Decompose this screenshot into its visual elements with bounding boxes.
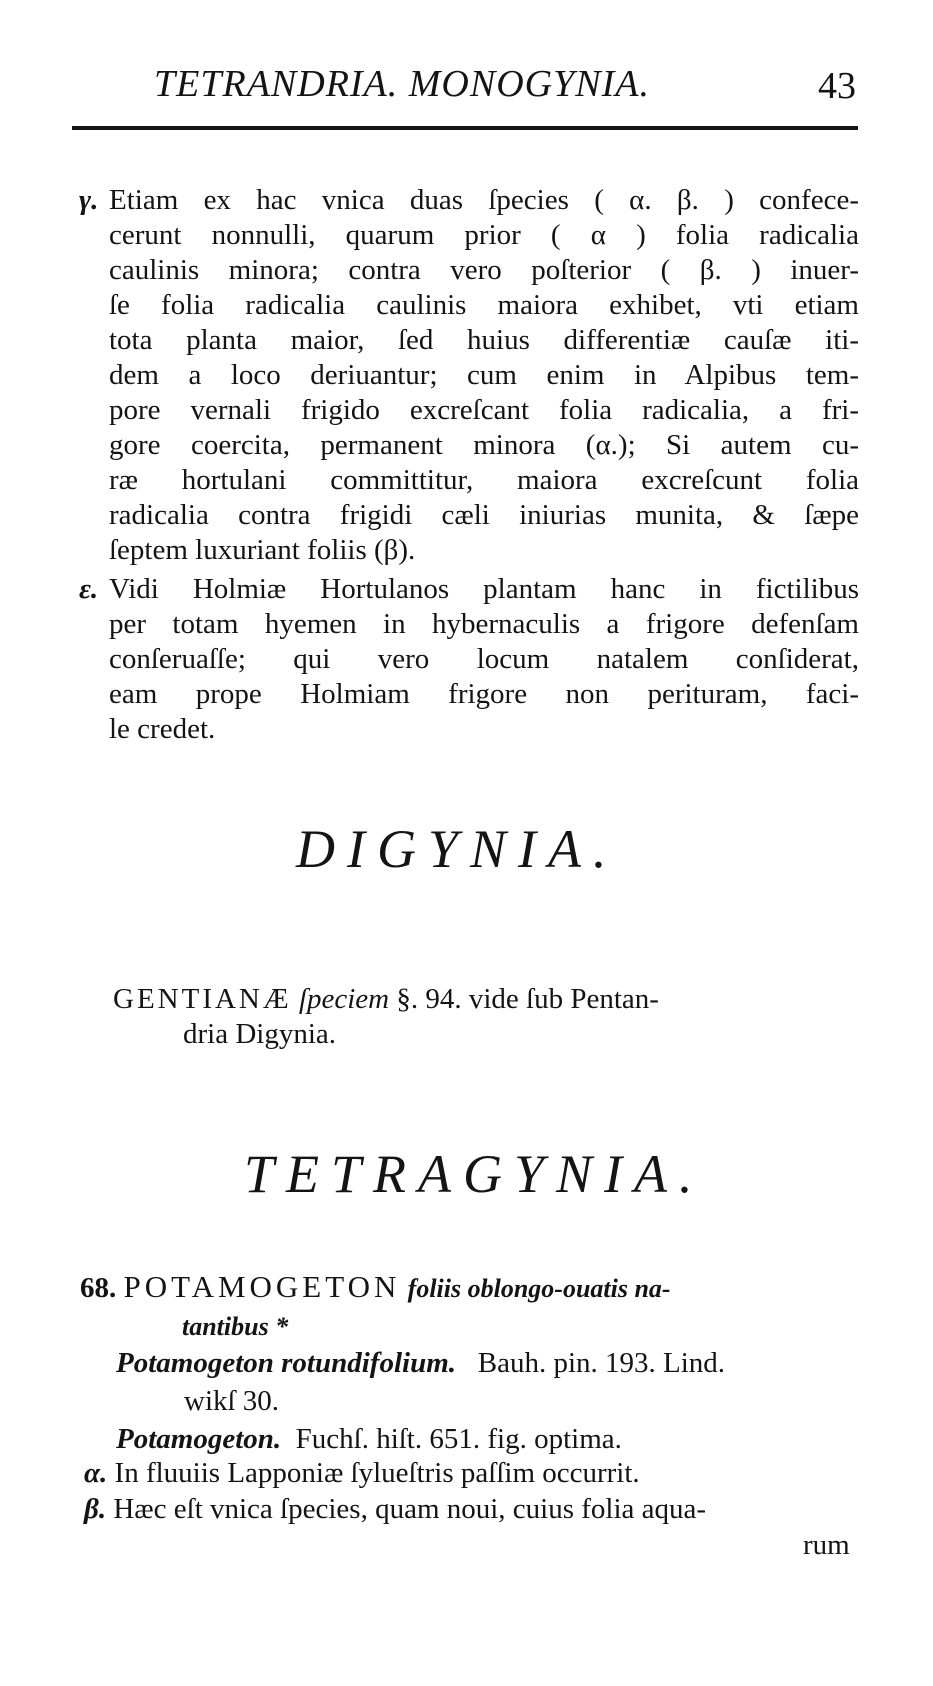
note-marker: β. — [84, 1493, 107, 1525]
italic-term: ſpeciem — [298, 983, 390, 1015]
synonym-fuchs — [116, 1420, 622, 1458]
note-text: Hæc eſt vnica ſpecies, quam noui, cuius folia aqua- — [113, 1493, 707, 1525]
text-line: eam prope Holmiam frigore non perituram, faci- — [109, 678, 859, 710]
species-diagnosis: foliis oblongo-ouatis na- — [407, 1274, 671, 1303]
text-line: ſe folia radicalia caulinis maiora exhibet, vti etiam — [109, 289, 859, 321]
text-line: ſeptem luxuriant foliis (β). — [109, 534, 416, 566]
text-line: Etiam ex hac vnica duas ſpecies ( α. β. ) confece- — [109, 184, 859, 216]
species-diagnosis-continued: tantibus * — [182, 1312, 289, 1341]
paragraph-marker: ε. — [79, 573, 99, 605]
note-alpha — [84, 1454, 640, 1492]
running-head — [150, 62, 856, 122]
text-line: radicalia contra frigidi cæli iniurias munita, & ſæpe — [109, 499, 859, 531]
text-line: pore vernali frigido excreſcant folia radicalia, a fri- — [109, 394, 859, 426]
section-heading-tetragynia: TETRAGYNIA. — [244, 1144, 705, 1204]
paragraph-gamma — [79, 183, 859, 568]
text-line: caulinis minora; contra vero poſterior ( β. ) inuer- — [109, 254, 859, 286]
text-line: le credet. — [109, 713, 216, 745]
running-title: TETRANDRIA. MONOGYNIA. — [154, 63, 650, 105]
synonym-name: Potamogeton. — [116, 1423, 282, 1455]
species-entry-68 — [80, 1268, 860, 1346]
text-line: per totam hyemen in hybernaculis a frigore defenſam — [109, 608, 859, 640]
catchword: rum — [803, 1529, 850, 1561]
page-number: 43 — [818, 65, 856, 107]
note-beta — [84, 1490, 858, 1528]
synonym-name: Potamogeton rotundifolium. — [116, 1347, 456, 1379]
genus-name: GENTIANÆ — [113, 983, 292, 1015]
text-line: dem a loco deriuantur; cum enim in Alpibus tem- — [109, 359, 859, 391]
text-line: tota planta maior, ſed huius differentiæ cauſæ iti- — [109, 324, 859, 356]
paragraph-epsilon — [79, 572, 859, 747]
synonym-bauhin-continued: wikſ 30. — [184, 1385, 280, 1417]
species-number: 68. — [80, 1272, 117, 1304]
text-line: Vidi Holmiæ Hortulanos plantam hanc in fictilibus — [109, 573, 859, 605]
synonym-reference: Fuchſ. hiſt. 651. fig. optima. — [295, 1423, 622, 1455]
synonym-bauhin — [116, 1344, 725, 1382]
synonym-reference: Bauh. pin. 193. Lind. — [477, 1347, 726, 1379]
paragraph-marker: γ. — [79, 184, 99, 216]
section-heading-digynia: DIGYNIA. — [296, 819, 619, 879]
text-line: cerunt nonnulli, quarum prior ( α ) folia radicalia — [109, 219, 859, 251]
note-text: In fluuiis Lapponiæ ſylueſtris paſſim occurrit. — [114, 1457, 640, 1489]
species-genus-name: POTAMOGETON — [123, 1269, 401, 1304]
text-line: gore coercita, permanent minora (α.); Si autem cu- — [109, 429, 859, 461]
cross-reference: §. 94. vide ſub Pentan- — [396, 983, 659, 1015]
gentiana-entry — [113, 982, 863, 1052]
cross-reference-continued: dria Digynia. — [183, 1018, 337, 1050]
header-rule — [72, 126, 858, 130]
text-line: ræ hortulani committitur, maiora excreſcunt folia — [109, 464, 859, 496]
text-line: conſeruaſſe; qui vero locum natalem conſiderat, — [109, 643, 859, 675]
note-marker: α. — [84, 1457, 108, 1489]
